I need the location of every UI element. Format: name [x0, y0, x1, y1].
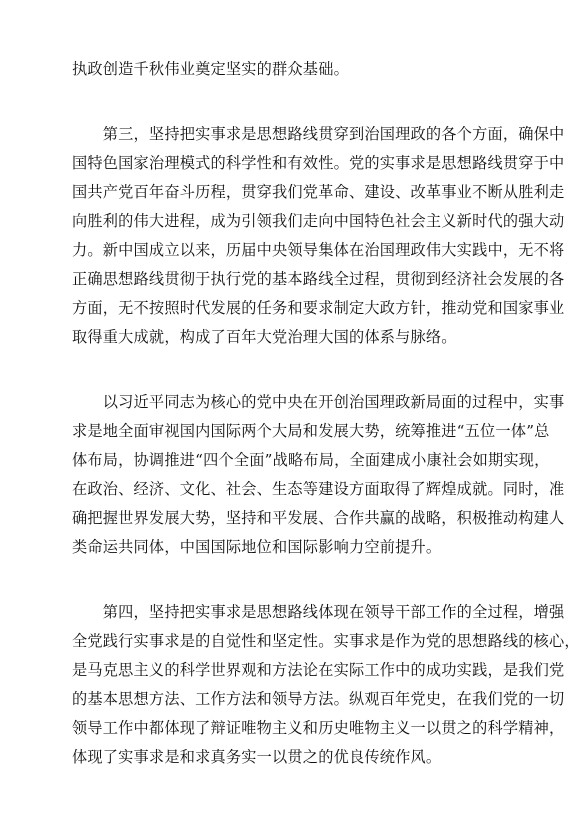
paragraph-line: 类命运共同体，中国国际地位和国际影响力空前提升。 [72, 538, 442, 556]
paragraph-line: 国特色国家治理模式的科学性和有效性。党的实事求是思想路线贯穿于中 [72, 154, 565, 172]
paragraph-line: 执政创造千秋伟业奠定坚实的群众基础。 [72, 60, 349, 78]
paragraph-line: 求是地全面审视国内国际两个大局和发展大势，统筹推进“五位一体”总 [72, 422, 550, 440]
paragraph-line: 正确思想路线贯彻于执行党的基本路线全过程，贯彻到经济社会发展的各 [72, 270, 565, 288]
paragraph-line: 是马克思主义的科学世界观和方法论在实际工作中的成功实践，是我们党 [72, 661, 565, 679]
paragraph-line: 全党践行实事求是的自觉性和坚定性。实事求是作为党的思想路线的核心， [72, 632, 580, 650]
paragraph-line: 第三，坚持把实事求是思想路线贯穿到治国理政的各个方面，确保中 [72, 125, 565, 143]
paragraph-line: 的基本思想方法、工作方法和领导方法。纵观百年党史，在我们党的一切 [72, 690, 565, 708]
paragraph-line: 在政治、经济、文化、社会、生态等建设方面取得了辉煌成就。同时，准 [72, 480, 565, 498]
paragraph-line: 以习近平同志为核心的党中央在开创治国理政新局面的过程中，实事 [72, 393, 565, 411]
paragraph-line: 方面，无不按照时代发展的任务和要求制定大政方针，推动党和国家事业 [72, 299, 565, 317]
paragraph-line: 确把握世界发展大势，坚持和平发展、合作共赢的战略，积极推动构建人 [72, 509, 565, 527]
paragraph-line: 领导工作中都体现了辩证唯物主义和历史唯物主义一以贯之的科学精神， [72, 719, 565, 737]
paragraph-line: 国共产党百年奋斗历程，贯穿我们党革命、建设、改革事业不断从胜利走 [72, 183, 565, 201]
paragraph-line: 体布局，协调推进“四个全面”战略布局，全面建成小康社会如期实现， [72, 451, 550, 469]
paragraph-line: 体现了实事求是和求真务实一以贯之的优良传统作风。 [72, 748, 442, 766]
paragraph-line: 第四，坚持把实事求是思想路线体现在领导干部工作的全过程，增强 [72, 603, 565, 621]
paragraph-line: 取得重大成就，构成了百年大党治理大国的体系与脉络。 [72, 328, 457, 346]
paragraph-line: 向胜利的伟大进程，成为引领我们走向中国特色社会主义新时代的强大动 [72, 212, 565, 230]
paragraph-line: 力。新中国成立以来，历届中央领导集体在治国理政伟大实践中，无不将 [72, 241, 565, 259]
